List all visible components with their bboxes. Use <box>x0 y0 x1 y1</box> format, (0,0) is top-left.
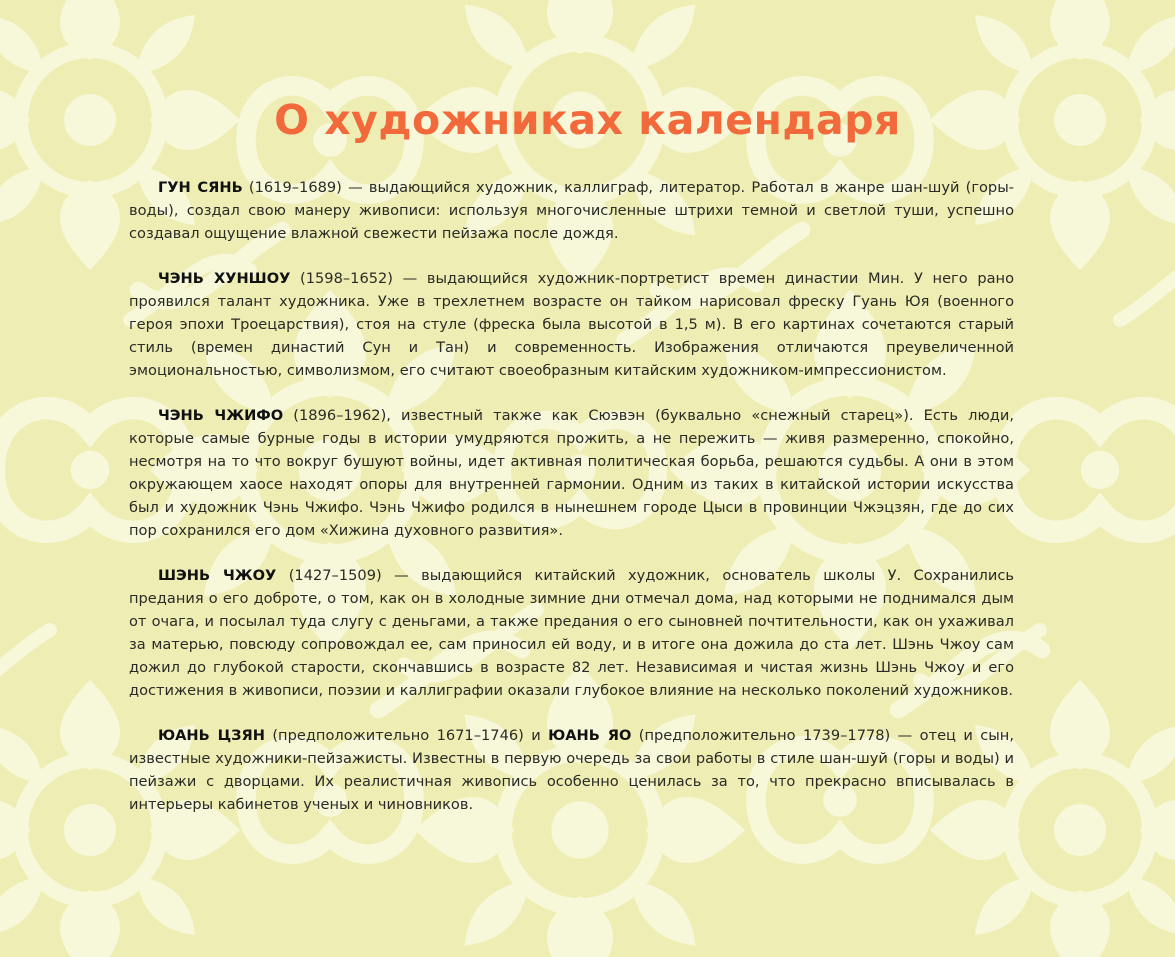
artists-text-block <box>129 176 1014 838</box>
artist-name: ЧЭНЬ ЧЖИФО <box>158 407 284 424</box>
artist-paragraph-chen-zhifo <box>129 404 1014 542</box>
page-title: О художниках календаря <box>274 96 901 144</box>
artist-name: ЮАНЬ ЦЗЯН <box>158 727 265 744</box>
artist-bio-second: (предположительно 1739–1778) — отец и сын, известные художники-пейзажисты. Известны в первую очередь за свои работы в стиле шан-шуй (горы и воды) и пейзажи с дворцами. Их реалистичная живопись особенно ценилась за то, что прекрасно вписывалась в интерьеры кабинетов ученых и чиновников. <box>129 727 1014 813</box>
artist-name: ШЭНЬ ЧЖОУ <box>158 567 277 584</box>
artist-paragraph-gong-xian <box>129 176 1014 245</box>
artist-bio: (предположительно 1671–1746) и <box>264 727 549 744</box>
artist-name: ЧЭНЬ ХУНШОУ <box>158 270 291 287</box>
artist-name: ГУН СЯНЬ <box>158 179 243 196</box>
artist-paragraph-yuan-jiang-yuan-yao <box>129 724 1014 816</box>
artist-bio: (1896–1962), известный также как Сюэвэн (буквально «снежный старец»). Есть люди, которые самые бурные годы в истории умудряются прожить, а не пережить — живя размеренно, спокойно, несмотря на то что вокруг бушуют войны, идет активная политическая борьба, решаются судьбы. А они в этом окружающем хаосе находят опоры для внутренней гармонии. Одним из таких в китайской истории искусства был и художник Чэнь Чжифо. Чэнь Чжифо родился в нынешнем городе Цыси в провинции Чжэцзян, где до сих пор сохранился его дом «Хижина духовного развития». <box>129 407 1014 539</box>
artist-paragraph-chen-hongshou <box>129 267 1014 382</box>
artist-bio: (1619–1689) — выдающийся художник, каллиграф, литератор. Работал в жанре шан-шуй (горы-воды), создал свою манеру живописи: используя многочисленные штрихи темной и светлой туши, успешно создавал ощущение влажной свежести пейзажа после дождя. <box>129 179 1014 242</box>
artist-bio: (1427–1509) — выдающийся китайский художник, основатель школы У. Сохранились предания о его доброте, о том, как он в холодные зимние дни отмечал дома, над которыми не поднимался дым от очага, и посылал туда слугу с деньгами, а также предания о его сыновней почтительности, как он ухаживал за матерью, повсюду сопровождал ее, сам приносил ей воду, и в итоге она дожила до ста лет. Шэнь Чжоу сам дожил до глубокой старости, скончавшись в возрасте 82 лет. Независимая и чистая жизнь Шэнь Чжоу и его достижения в живописи, поэзии и каллиграфии оказали глубокое влияние на несколько поколений художников. <box>129 567 1014 699</box>
artist-name-second: ЮАНЬ ЯО <box>548 727 632 744</box>
artist-bio: (1598–1652) — выдающийся художник-портретист времен династии Мин. У него рано проявился талант художника. Уже в трехлетнем возрасте он тайком нарисовал фреску Гуань Юя (военного героя эпохи Троецарствия), стоя на стуле (фреска была высотой в 1,5 м). В его картинах сочетаются старый стиль (времен династий Сун и Тан) и современность. Изображения отличаются преувеличенной эмоциональностью, символизмом, его считают своеобразным китайским художником-импрессионистом. <box>129 270 1014 379</box>
artist-paragraph-shen-zhou <box>129 564 1014 702</box>
